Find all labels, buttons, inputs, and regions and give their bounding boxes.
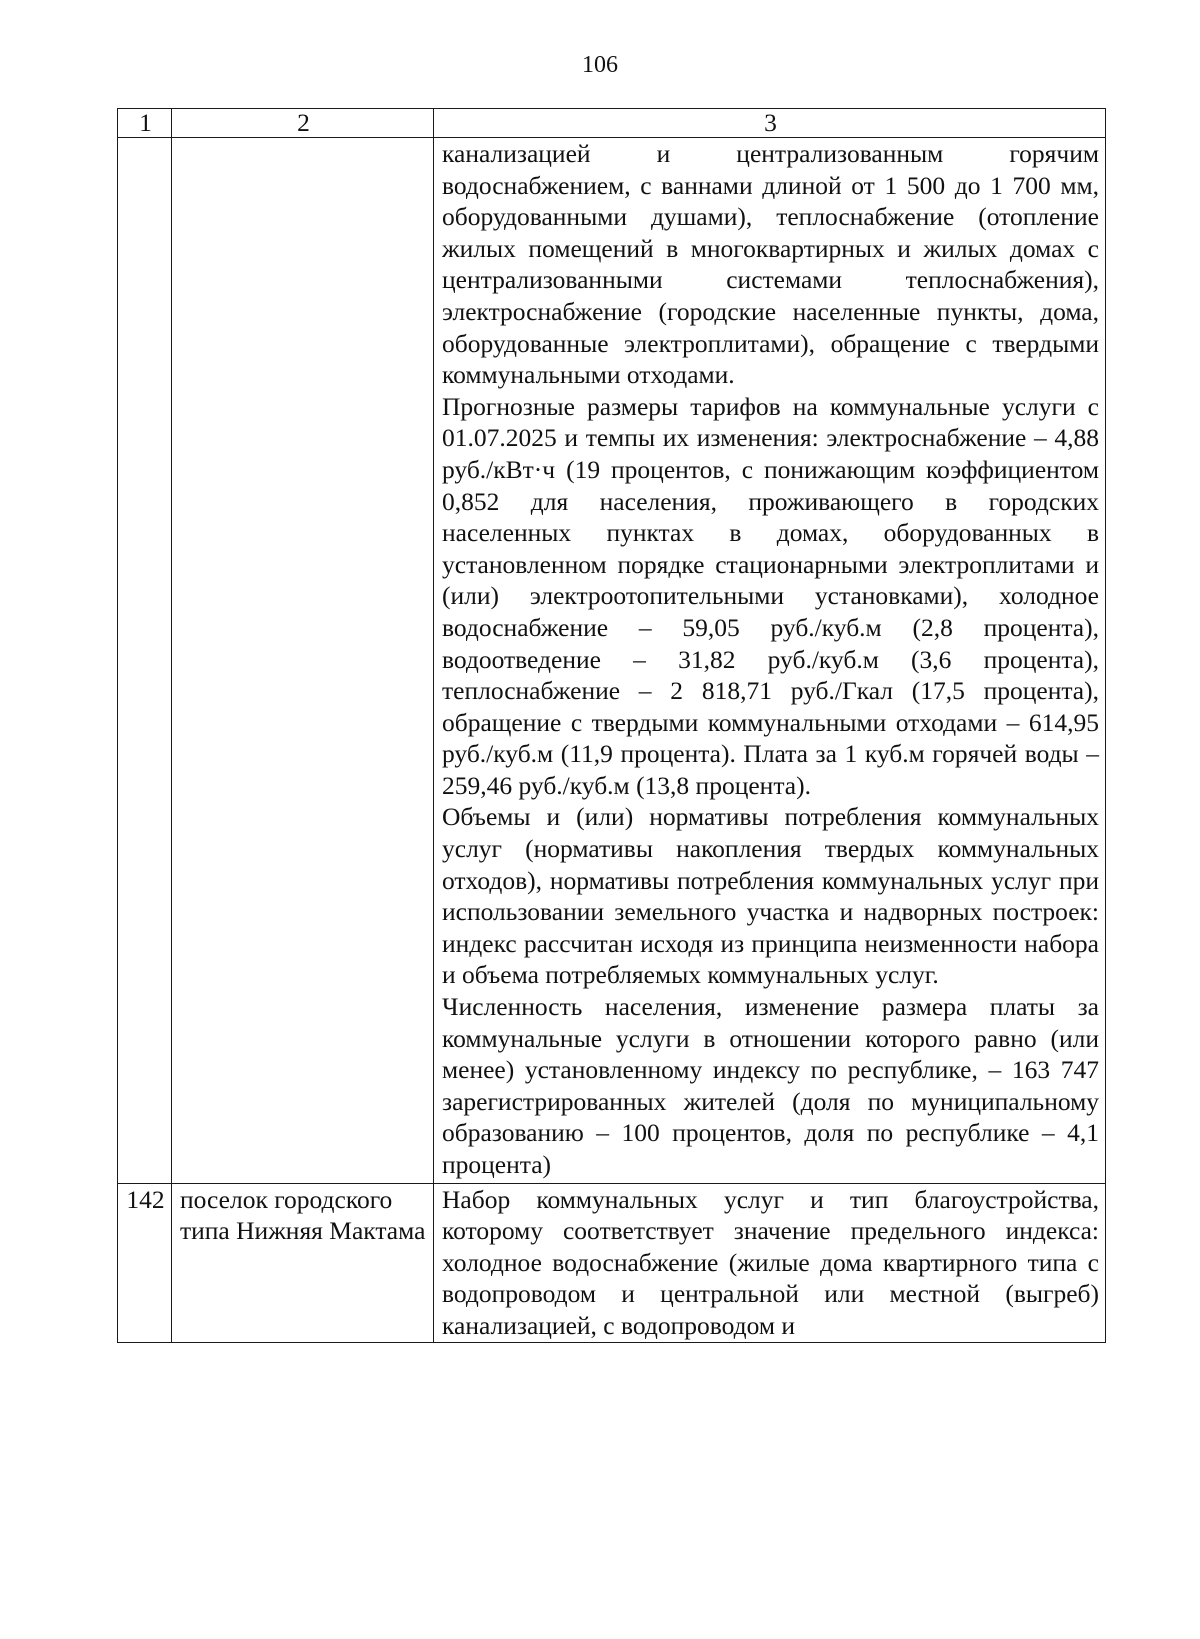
header-col-2: 2 (172, 109, 434, 138)
paragraph-services: Набор коммунальных услуг и тип благоустройства, которому соответствует значение предельного индекса: холодное водоснабжение (жилые дома квартирного типа с водопроводом и центральной или местной (выгреб) канализацией, с водопроводом и (442, 1184, 1099, 1340)
settlement-name-cell (172, 138, 434, 1184)
row-number-cell (118, 138, 172, 1184)
table-row (118, 138, 1106, 1184)
header-col-1: 1 (118, 109, 172, 138)
row-number-cell: 142 (118, 1183, 172, 1342)
page-number: 106 (582, 52, 618, 78)
paragraph-volumes: Объемы и (или) нормативы потребления коммунальных услуг (нормативы накопления твердых коммунальных отходов), нормативы потребления коммунальных услуг при использовании земельного участка и надворных построек: индекс рассчитан исходя из принципа неизменности набора и объема потребляемых коммунальных услуг. (442, 802, 1099, 990)
paragraph-population: Численность населения, изменение размера платы за коммунальные услуги в отношении которого равно (или менее) установленному индексу по республике, – 163 747 зарегистрированных жителей (доля по муниципальному образованию – 100 процентов, доля по республике – 4,1 процента) (442, 992, 1099, 1179)
table-row (118, 1183, 1106, 1342)
paragraph-services: канализацией и централизованным горячим водоснабжением, с ваннами длиной от 1 500 до 1 700 мм, оборудованными душами), теплоснабжение (отопление жилых помещений в многоквартирных и жилых домах с централизованными системами теплоснабжения), электроснабжение (городские населенные пункты, дома, оборудованные электроплитами), обращение с твердыми коммунальными отходами. (442, 139, 1099, 390)
description-cell (434, 1183, 1106, 1342)
table-header-row (118, 109, 1106, 138)
settlement-name-cell: поселок городского типа Нижняя Мактама (172, 1183, 434, 1342)
header-col-3: 3 (434, 109, 1106, 138)
paragraph-tariffs: Прогнозные размеры тарифов на коммунальные услуги с 01.07.2025 и темпы их изменения: электроснабжение – 4,88 руб./кВт·ч (19 процентов, с понижающим коэффициентом 0,852 для населения, проживающего в городских населенных пунктах в домах, оборудованных в установленном порядке стационарными электроплитами и (или) электроотопительными установками), холодное водоснабжение – 59,05 руб./куб.м (2,8 процента), водоотведение – 31,82 руб./куб.м (3,6 процента), теплоснабжение – 2 818,71 руб./Гкал (17,5 процента), обращение с твердыми коммунальными отходами – 614,95 руб./куб.м (11,9 процента). Плата за 1 куб.м горячей воды – 259,46 руб./куб.м (13,8 процента). (442, 391, 1099, 800)
description-cell (434, 138, 1106, 1184)
tariff-table (117, 108, 1106, 1343)
